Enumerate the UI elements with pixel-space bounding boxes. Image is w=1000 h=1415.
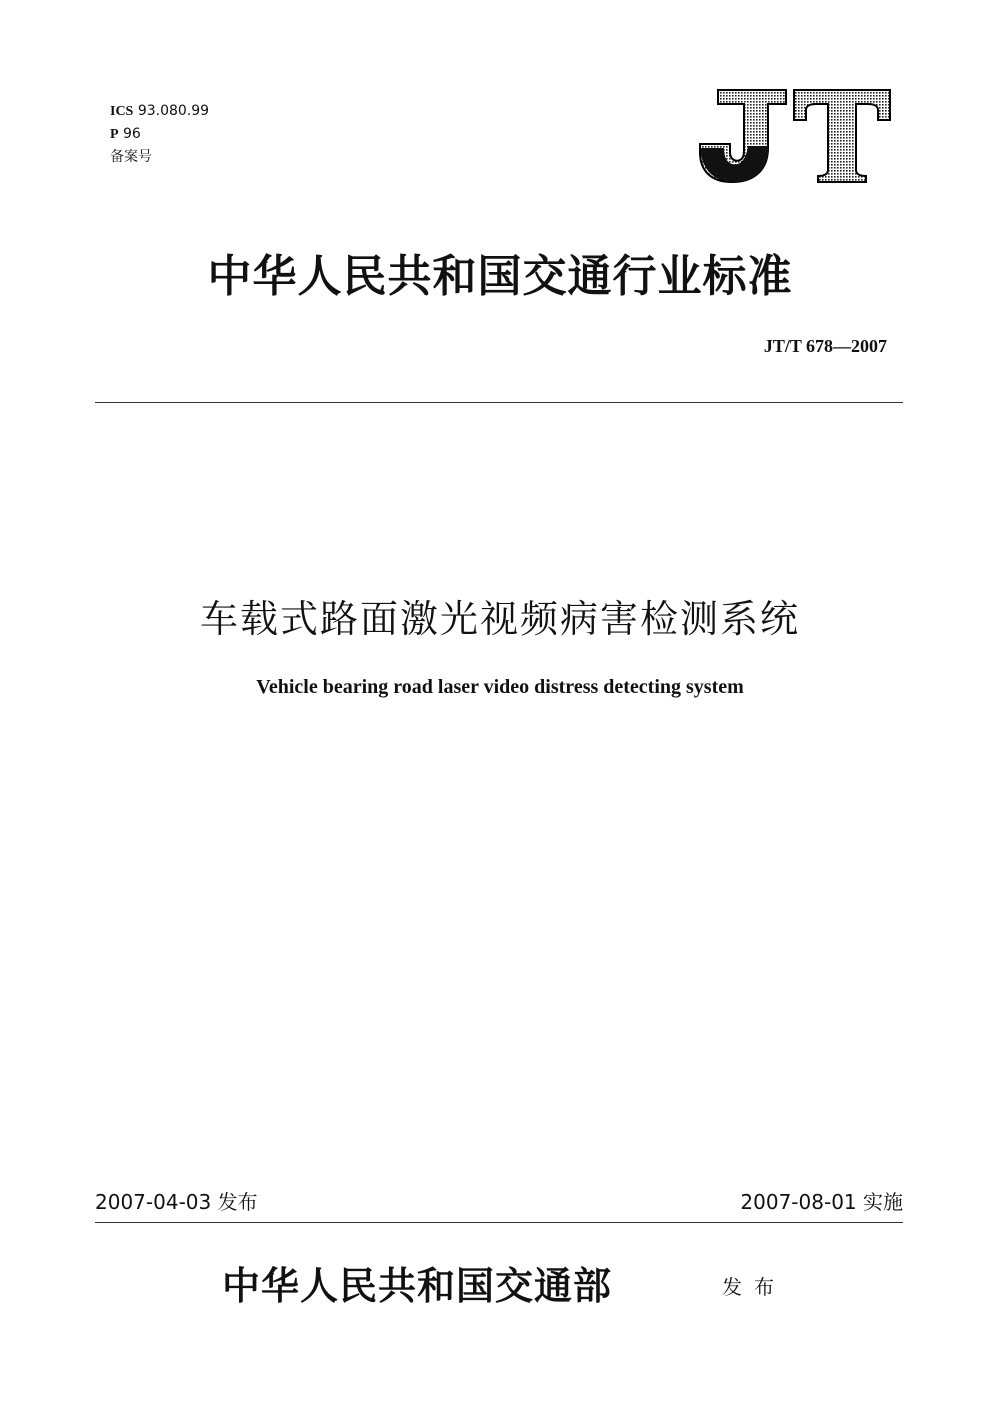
effective-date: 2007-08-01 实施 — [740, 1190, 903, 1214]
jt-logo — [690, 86, 895, 186]
document-title-en: Vehicle bearing road laser video distress detecting system — [256, 676, 744, 698]
standard-category-title: 中华人民共和国交通行业标准 — [207, 251, 793, 302]
document-title-cn: 车载式路面激光视频病害检测系统 — [199, 597, 800, 641]
ics-label: ICS — [110, 104, 134, 119]
class-label: P — [110, 127, 119, 142]
top-divider — [95, 402, 903, 403]
class-line — [110, 123, 209, 146]
ics-code: 93.080.99 — [137, 103, 210, 119]
issuing-action: 发布 — [722, 1275, 786, 1299]
standard-code: JT/T 678—2007 — [763, 336, 887, 356]
issuing-authority: 中华人民共和国交通部 — [222, 1263, 613, 1308]
ics-line — [110, 100, 209, 123]
class-code: 96 — [123, 126, 141, 142]
issue-date: 2007-04-03 发布 — [95, 1190, 258, 1214]
jt-logo-icon — [690, 86, 895, 186]
filing-number-label: 备案号 — [110, 149, 152, 165]
classification-block — [110, 100, 209, 169]
bottom-divider — [95, 1222, 903, 1223]
